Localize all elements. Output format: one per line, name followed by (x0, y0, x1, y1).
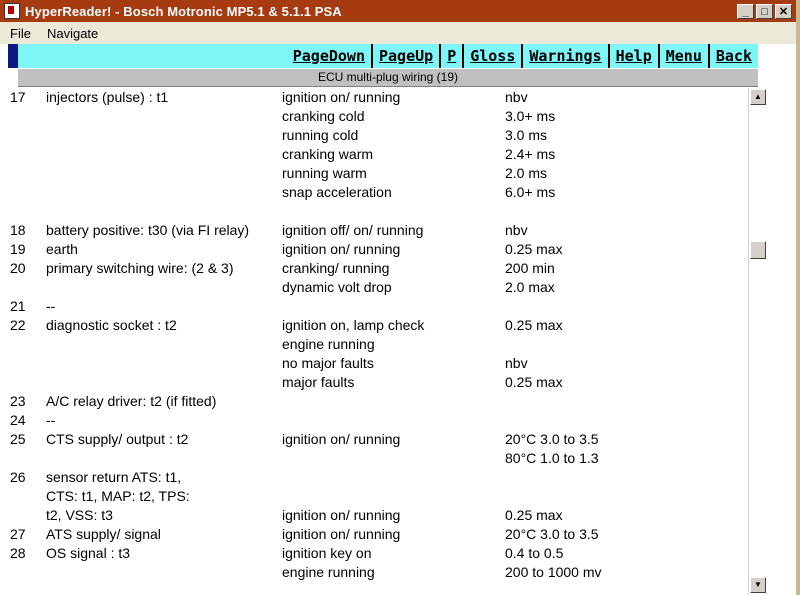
menu-button[interactable]: Menu (658, 44, 708, 68)
gloss-button[interactable]: Gloss (462, 44, 521, 68)
table-row (0, 107, 748, 126)
row-number: 25 (10, 431, 26, 447)
pageup-button[interactable]: PageUp (371, 44, 439, 68)
minimize-button[interactable]: _ (737, 4, 754, 19)
table-row (0, 506, 748, 525)
row-number: 21 (10, 298, 26, 314)
scroll-thumb[interactable] (750, 241, 766, 259)
pagedown-button[interactable]: PageDown (292, 47, 365, 65)
value-label: 2.0 max (505, 279, 555, 295)
app-icon[interactable] (4, 3, 20, 19)
value-label: 2.0 ms (505, 165, 548, 181)
scroll-up-button[interactable] (750, 89, 766, 105)
component-label: primary switching wire: (2 & 3) (46, 260, 234, 276)
condition-label: running warm (282, 165, 367, 181)
condition-label: ignition on/ running (282, 89, 401, 105)
table-row (0, 145, 748, 164)
section-header: ECU multi-plug wiring (19) (18, 69, 758, 87)
value-label: 2.4+ ms (505, 146, 556, 162)
condition-label: ignition key on (282, 545, 372, 561)
table-row (0, 563, 748, 582)
row-number: 19 (10, 241, 26, 257)
condition-label: ignition on/ running (282, 507, 401, 523)
arrow-up-icon: ▲ (754, 92, 762, 101)
table-row (0, 126, 748, 145)
table-row (0, 297, 748, 316)
p-button[interactable]: P (439, 44, 462, 68)
condition-label: snap acceleration (282, 184, 392, 200)
maximize-button[interactable]: □ (756, 4, 773, 19)
row-number: 18 (10, 222, 26, 238)
row-number: 24 (10, 412, 26, 428)
menu-file[interactable]: File (10, 25, 31, 41)
component-label: CTS: t1, MAP: t2, TPS: (46, 488, 190, 504)
condition-label: cranking cold (282, 108, 365, 124)
table-row (0, 164, 748, 183)
value-label: 20°C 3.0 to 3.5 (505, 526, 599, 542)
warnings-button[interactable]: Warnings (521, 44, 607, 68)
component-label: OS signal : t3 (46, 545, 131, 561)
value-label: nbv (505, 355, 528, 371)
nav-left-marker (8, 44, 18, 68)
condition-label: running cold (282, 127, 359, 143)
table-row (0, 354, 748, 373)
value-label: 200 to 1000 mv (505, 564, 602, 580)
condition-label: engine running (282, 564, 375, 580)
help-button[interactable]: Help (608, 44, 658, 68)
value-label: 0.25 max (505, 507, 563, 523)
condition-label: ignition on/ running (282, 526, 401, 542)
table-row (0, 335, 748, 354)
condition-label: dynamic volt drop (282, 279, 392, 295)
close-button[interactable]: ✕ (775, 4, 792, 19)
value-label: 0.25 max (505, 317, 563, 333)
condition-label: cranking warm (282, 146, 374, 162)
row-number: 22 (10, 317, 26, 333)
table-row (0, 316, 748, 335)
condition-label: cranking/ running (282, 260, 390, 276)
menu-bar (0, 22, 796, 44)
arrow-down-icon: ▼ (754, 580, 762, 589)
component-label: earth (46, 241, 78, 257)
table-row (0, 240, 748, 259)
component-label: A/C relay driver: t2 (if fitted) (46, 393, 217, 409)
window-title: HyperReader! - Bosch Motronic MP5.1 & 5.1.1 PSA (25, 3, 342, 19)
component-label: ATS supply/ signal (46, 526, 161, 542)
row-number: 20 (10, 260, 26, 276)
table-row (0, 202, 748, 221)
table-row (0, 183, 748, 202)
component-label: sensor return ATS: t1, (46, 469, 182, 485)
table-row (0, 392, 748, 411)
nav-button-bar (18, 44, 758, 68)
value-label: 20°C 3.0 to 3.5 (505, 431, 599, 447)
condition-label: engine running (282, 336, 375, 352)
table-row (0, 278, 748, 297)
table-row (0, 525, 748, 544)
value-label: nbv (505, 222, 528, 238)
condition-label: no major faults (282, 355, 374, 371)
nav-toolbar (8, 44, 758, 68)
value-label: 0.25 max (505, 241, 563, 257)
value-label: nbv (505, 89, 528, 105)
vertical-scrollbar[interactable] (748, 88, 766, 595)
condition-label: ignition on, lamp check (282, 317, 425, 333)
component-label: injectors (pulse) : t1 (46, 89, 169, 105)
table-row (0, 468, 748, 487)
table-row (0, 430, 748, 449)
value-label: 0.25 max (505, 374, 563, 390)
title-bar[interactable] (0, 0, 796, 22)
component-label: CTS supply/ output : t2 (46, 431, 189, 447)
component-label: battery positive: t30 (via FI relay) (46, 222, 250, 238)
table-row (0, 259, 748, 278)
table-row (0, 88, 748, 107)
value-label: 200 min (505, 260, 555, 276)
row-number: 17 (10, 89, 26, 105)
table-row (0, 544, 748, 563)
table-row (0, 411, 748, 430)
scroll-down-button[interactable] (750, 577, 766, 593)
condition-label: ignition on/ running (282, 241, 401, 257)
value-label: 0.4 to 0.5 (505, 545, 564, 561)
menu-navigate[interactable]: Navigate (46, 25, 99, 41)
component-label: -- (46, 412, 56, 428)
value-label: 3.0+ ms (505, 108, 556, 124)
table-row (0, 373, 748, 392)
row-number: 26 (10, 469, 26, 485)
component-label: t2, VSS: t3 (46, 507, 113, 523)
component-label: diagnostic socket : t2 (46, 317, 177, 333)
table-row (0, 487, 748, 506)
value-label: 3.0 ms (505, 127, 548, 143)
component-label: -- (46, 298, 56, 314)
table-row (0, 221, 748, 240)
condition-label: major faults (282, 374, 355, 390)
condition-label: ignition off/ on/ running (282, 222, 424, 238)
table-row (0, 449, 748, 468)
row-number: 27 (10, 526, 26, 542)
back-button[interactable]: Back (708, 44, 758, 68)
wiring-table (0, 88, 748, 595)
value-label: 6.0+ ms (505, 184, 556, 200)
row-number: 28 (10, 545, 26, 561)
row-number: 23 (10, 393, 26, 409)
value-label: 80°C 1.0 to 1.3 (505, 450, 599, 466)
condition-label: ignition on/ running (282, 431, 401, 447)
